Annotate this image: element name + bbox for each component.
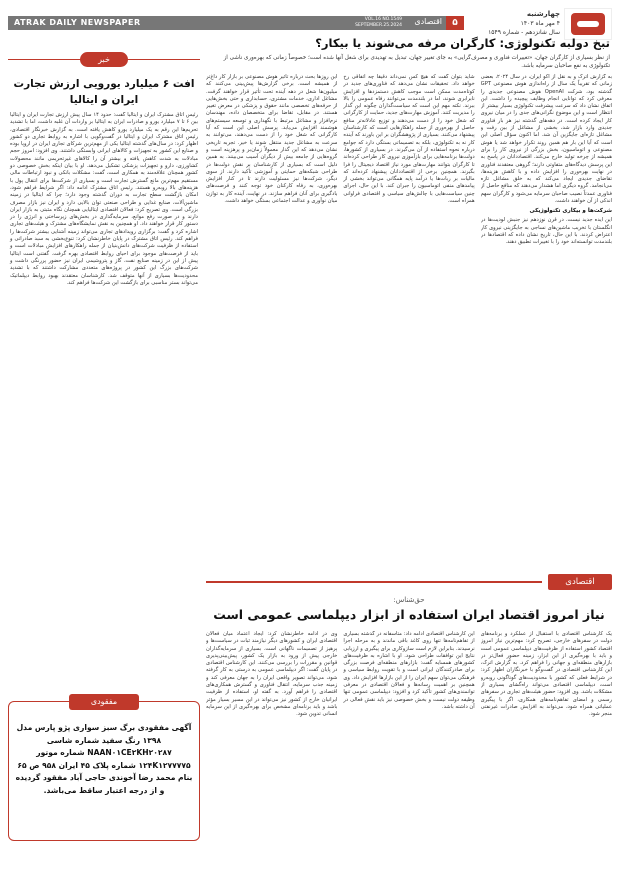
second-article-columns: [206, 631, 612, 881]
lost-notice-title: مفقودی: [69, 694, 139, 710]
volume-info: [355, 17, 402, 29]
header-bar: [8, 16, 464, 30]
kicker-badge: خبر: [80, 52, 128, 67]
section-divider: [206, 573, 612, 591]
main-column-1-text: به گزارش اترک و به نقل از اکو ایران، در سال ۲۰۲۴، بعضی زمانی که تقریباً یک سال از راه‌اندازی هوش مصنوعی GPT گذشته بود، شرکت OpenAI هوش مصنوعی جدیدی را معرفی کرد که توانایی انجام وظایف پیچیده را داشت. این اتفاق نشان داد که سرعت پیشرفت تکنولوژی بسیار بیشتر از انتظار است و این موضوع نگرانی‌های جدی را در میان نیروی کار ایجاد کرده است. در دهه‌های گذشته نیز هر بار فناوری جدیدی وارد بازار شد، بخشی از مشاغل از بین رفت و مشاغل تازه‌ای جایگزین آن شد. اما اکنون سؤال اصلی این است که آیا این بار هم همین روند تکرار خواهد شد یا هوش مصنوعی و اتوماسیون، بخش بزرگی از نیروی کار را برای همیشه از چرخه تولید خارج می‌کند. اقتصاددانان در پاسخ به این پرسش دیدگاه‌های متفاوتی دارند؛ گروهی معتقدند فناوری در نهایت بهره‌وری را افزایش داده و با کاهش هزینه‌ها، تقاضای جدیدی ایجاد می‌کند که به خلق مشاغل تازه می‌انجامد. گروه دیگری اما هشدار می‌دهند که منافع حاصل از فناوری عمدتاً نصیب صاحبان سرمایه می‌شود و کارگران سهم اندکی از آن خواهند داشت.: [480, 74, 612, 205]
second-column-2: [343, 631, 474, 881]
section-tag: اقتصادی: [548, 574, 612, 590]
date-persian: ۴ مهر ماه ۱۴۰۳: [520, 20, 560, 27]
issue-date-latin: SEPTEMBER.25.2024: [355, 23, 402, 28]
second-column-2-text: این کارشناس اقتصادی ادامه داد: متأسفانه در گذشته بسیاری از تفاهم‌نامه‌ها تنها روی کاغذ باقی ماندند و به مرحله اجرا نرسیدند. بنابراین لازم است سازوکاری برای پیگیری و ارزیابی نتایج این توافقات طراحی شود. او با اشاره به ظرفیت‌های کشورهای همسایه گفت: بازارهای منطقه‌ای فرصت بزرگی برای صادرکنندگان ایرانی است و با تقویت روابط سیاسی و فرهنگی می‌توان سهم ایران را از این بازارها افزایش داد. وی همچنین بر اهمیت رسانه‌ها و فعالان اقتصادی در معرفی توانمندی‌های کشور تأکید کرد و افزود: دیپلماسی عمومی تنها وظیفه دولت نیست و بخش خصوصی نیز باید نقش فعالی در آن داشته باشد.: [343, 631, 475, 710]
volume-line: VOL.16 NO.1549: [364, 17, 402, 22]
main-column-1-text-b: این ایده جدید نیست. در قرن نوزدهم نیز جنبش لودیت‌ها در انگلستان با تخریب ماشین‌های نساجی به جایگزینی نیروی کار اعتراض کردند. با این حال، تاریخ نشان داده که اقتصادها در بلندمدت توانسته‌اند خود را با تغییرات تطبیق دهند.: [480, 217, 612, 246]
newspaper-page: [8, 8, 612, 877]
main-column-2: [343, 74, 474, 569]
main-article-title: تبخ دولبه تکنولوژی: کارگران مرفه می‌شوند یا بیکار؟: [315, 36, 610, 50]
weekday: چهارشنبه: [526, 10, 560, 18]
issue-date: [468, 10, 560, 37]
news-kicker: [8, 50, 200, 70]
main-column-1: [481, 74, 612, 569]
main-column-2-text: شاید بتوان گفت که هیچ کس نمی‌داند دقیقاً چه اتفاقی رخ خواهد داد. تحقیقات نشان می‌دهد که فناوری‌های جدید در کوتاه‌مدت ممکن است موجب کاهش دستمزدها و افزایش نابرابری شوند، اما در بلندمدت می‌توانند رفاه عمومی را بالا ببرند. نکته مهم این است که سیاست‌گذاران چگونه این گذار را مدیریت کنند. آموزش مهارت‌های جدید، حمایت از کارگرانی که شغل خود را از دست می‌دهند و توزیع عادلانه‌تر منافع حاصل از بهره‌وری از جمله راهکارهایی است که کارشناسان پیشنهاد می‌کنند. بسیاری از پژوهشگران بر این باورند که آینده کار نه به تکنولوژی، بلکه به تصمیماتی بستگی دارد که جوامع درباره نحوه استفاده از آن می‌گیرند. در بسیاری از کشورها، دولت‌ها برنامه‌هایی برای بازآموزی نیروی کار طراحی کرده‌اند تا کارگران بتوانند مهارت‌های مورد نیاز اقتصاد دیجیتال را فرا بگیرند. همچنین برخی از اقتصاددانان پیشنهاد کرده‌اند که مالیات بر ربات‌ها یا درآمد پایه همگانی می‌تواند بخشی از پیامدهای منفی اتوماسیون را جبران کند. با این حال، اجرای چنین سیاست‌هایی با چالش‌های سیاسی و اقتصادی فراوانی همراه است.: [343, 74, 475, 205]
second-column-3: [206, 631, 337, 881]
second-article-kicker: حق‌شناس:: [393, 596, 425, 604]
section-name: اقتصادی: [414, 17, 442, 26]
second-article-title: نیاز امروز اقتصاد ایران استفاده از ابزار دیپلماسی عمومی است: [213, 607, 605, 622]
left-article-body: رئیس اتاق مشترک ایران و ایتالیا گفت: حدود ۱۴ سال پیش ارزش تجارت ایران و ایتالیا بین ۶ تا ۷ میلیارد یورو و صادرات ایران به ایتالیا بر واردات آن غلبه داشت، اما با تشدید تحریم‌ها این رقم به یک میلیارد یورو کاهش یافته است. به گزارش خبرنگار اقتصادی، رئیس اتاق مشترک ایران و ایتالیا در گفت‌وگویی با اشاره به روابط تجاری دو کشور اظهار کرد: در سال‌های گذشته ایتالیا یکی از مهم‌ترین شرکای تجاری ایران در اروپا بوده و صنایع این کشور به تجهیزات و کالاهای ایرانی وابستگی داشتند. وی افزود: امروز حجم مبادلات به شدت کاهش یافته و بیشتر آن را کالاهای غیرتحریمی مانند محصولات کشاورزی، دارو و تجهیزات پزشکی تشکیل می‌دهد. او با بیان اینکه بخش خصوصی دو کشور همچنان علاقه‌مند به همکاری است، گفت: مشکلات بانکی و نبود ارتباطات مالی مستقیم مهم‌ترین مانع گسترش تجارت است و بسیاری از شرکت‌ها برای انتقال پول با هزینه‌های بالا روبه‌رو هستند. رئیس اتاق مشترک ادامه داد: اگر شرایط فراهم شود، امکان بازگشت سطح تجارت به دوران گذشته وجود دارد؛ چرا که ایتالیا در زمینه ماشین‌آلات، صنایع غذایی و طراحی صنعتی توان بالایی دارد و ایران نیز بازار مصرف بزرگی است. وی تصریح کرد: فعالان اقتصادی ایتالیایی همچنان نگاه مثبتی به بازار ایران دارند و در صورت رفع موانع، سرمایه‌گذاری در بخش‌های زیرساختی و انرژی را در دستور کار قرار خواهند داد. او همچنین به نقش نمایشگاه‌های مشترک و هیئت‌های تجاری اشاره کرد و گفت: برگزاری رویدادهای تجاری می‌تواند زمینه آشنایی بیشتر شرکت‌ها را فراهم کند. رئیس اتاق مشترک در پایان خاطرنشان کرد: تنوع‌بخشی به سبد صادراتی و استفاده از ظرفیت شرکت‌های دانش‌بنیان از جمله راهکارهای افزایش مبادلات است و باید از فرصت‌های موجود برای احیای روابط اقتصادی بهره گرفت. گفتنی است ایتالیا پیش از این در زمینه صنایع نفت، گاز و پتروشیمی ایران نیز حضور پررنگی داشت و شرکت‌های بزرگ این کشور در پروژه‌های متعددی مشارکت داشتند که با تشدید محدودیت‌ها بسیاری از آنها متوقف شد. کارشناسان معتقدند بهبود روابط دیپلماتیک می‌تواند بستر مناسبی برای بازگشت این شرکت‌ها فراهم کند.: [10, 112, 199, 286]
second-column-3-text: وی در ادامه خاطرنشان کرد: ایجاد اعتماد میان فعالان اقتصادی ایران و کشورهای دیگر نیازمند ثبات در سیاست‌ها و پرهیز از تصمیمات ناگهانی است. بسیاری از سرمایه‌گذاران خارجی پیش از ورود به بازار یک کشور، پیش‌بینی‌پذیری قوانین و مقررات را بررسی می‌کنند. این کارشناس اقتصادی در پایان گفت: اگر دیپلماسی عمومی به درستی به کار گرفته شود، می‌تواند تصویر واقعی ایران را به جهان معرفی کند و زمینه جذب سرمایه، انتقال فناوری و گسترش همکاری‌های اقتصادی را فراهم آورد. به گفته او، استفاده از ظرفیت ایرانیان خارج از کشور نیز می‌تواند در این مسیر بسیار مؤثر باشد و باید برنامه‌ای مشخص برای بهره‌گیری از این سرمایه انسانی تدوین شود.: [206, 631, 338, 718]
main-column-3: [206, 74, 337, 569]
second-column-1-text: یک کارشناس اقتصادی با استقبال از عملکرد و برنامه‌های دولت در سفرهای خارجی، تصریح کرد: مهم‌ترین نیاز امروز اقتصاد کشور استفاده از ظرفیت‌های دیپلماسی عمومی است و باید با بهره‌گیری از این ابزار، زمینه حضور فعال‌تر در بازارهای منطقه‌ای و جهانی را فراهم کرد. به گزارش اترک، این کارشناس اقتصادی در گفت‌وگو با خبرنگاران اظهار کرد: در شرایط فعلی که کشور با محدودیت‌های گوناگونی روبه‌رو است، دیپلماسی اقتصادی می‌تواند راه‌گشای بسیاری از مشکلات باشد. وی افزود: حضور هیئت‌های تجاری در سفرهای رسمی و امضای تفاهم‌نامه‌های همکاری، اگر با پیگیری عملیاتی همراه شود، می‌تواند به افزایش صادرات غیرنفتی منجر شود.: [480, 631, 612, 718]
main-area: [206, 34, 612, 877]
main-subheading: شرکت‌ها و بیکاری تکنولوژیکی: [529, 208, 612, 215]
left-article-title: افت ۶ میلیارد یورویی ارزش تجارت ایران و ایتالیا: [13, 78, 195, 106]
lost-notice-text: آگهی مفقودی برگ سبز سواری پژو پارس مدل ۱۳۹۸ رنگ سفید شماره شاسی NAAN۰۱CE۲KH۲۰۲۸۷ شماره موتور ۱۲۴K۱۲۷۷۷۷۵ شماره پلاک ۴۵ ایران ۹۵۸ ص ۶۵ بنام محمد رضا آخوندی حاجی آباد مفقود گردیده و از درجه اعتبار ساقط می‌باشد.: [15, 723, 193, 795]
second-column-1: [481, 631, 612, 881]
main-article-columns: [206, 74, 612, 569]
main-column-3-text: این روزها بحث درباره تأثیر هوش مصنوعی بر بازار کار داغ‌تر از همیشه است. برخی گزارش‌ها پیش‌بینی می‌کنند که میلیون‌ها شغل در دهه آینده تحت تأثیر قرار خواهند گرفت. مشاغل اداری، خدمات مشتری، حسابداری و حتی بخش‌هایی از حرفه‌های تخصصی مانند حقوق و پزشکی در معرض تغییر هستند. در مقابل، تقاضا برای متخصصان داده، مهندسان نرم‌افزار و مشاغل مرتبط با نگهداری و توسعه سیستم‌های هوشمند افزایش می‌یابد. پرسش اصلی این است که آیا کارگرانی که شغل خود را از دست می‌دهند، می‌توانند به سرعت به مشاغل جدید منتقل شوند یا خیر. تجربه تاریخی نشان می‌دهد که این گذار معمولاً زمان‌بر و پرهزینه است و گروه‌هایی از جامعه بیش از دیگران آسیب می‌بینند. به همین دلیل است که بسیاری از کارشناسان بر نقش دولت‌ها در طراحی شبکه‌های حمایتی و آموزشی تأکید دارند. از سوی دیگر، شرکت‌ها نیز مسئولیت دارند تا در کنار افزایش بهره‌وری، به رفاه کارکنان خود توجه کنند و فرصت‌های یادگیری برای آنان فراهم سازند. در نهایت، آینده کار به توازن میان نوآوری و عدالت اجتماعی بستگی خواهد داشت.: [206, 74, 338, 205]
page-number: ۵: [446, 16, 464, 30]
newspaper-name: ATRAK DAILY NEWSPAPER: [14, 18, 141, 27]
lost-notice-box: [8, 697, 200, 841]
main-article-lead: از نظر بسیاری از کارگران جهان، «تغییرات فناوری و مصرف‌گرایی» به جای تغییر جهان، تبدیل به تهدیدی برای شغل آنها شده است؛ خصوصاً زمانی که بهره‌وری ناشی از تکنولوژی به نفع صاحبان سرمایه باشد.: [223, 55, 610, 69]
issue-number: سال شانزدهم - شماره ۱۵۴۹: [488, 29, 560, 36]
